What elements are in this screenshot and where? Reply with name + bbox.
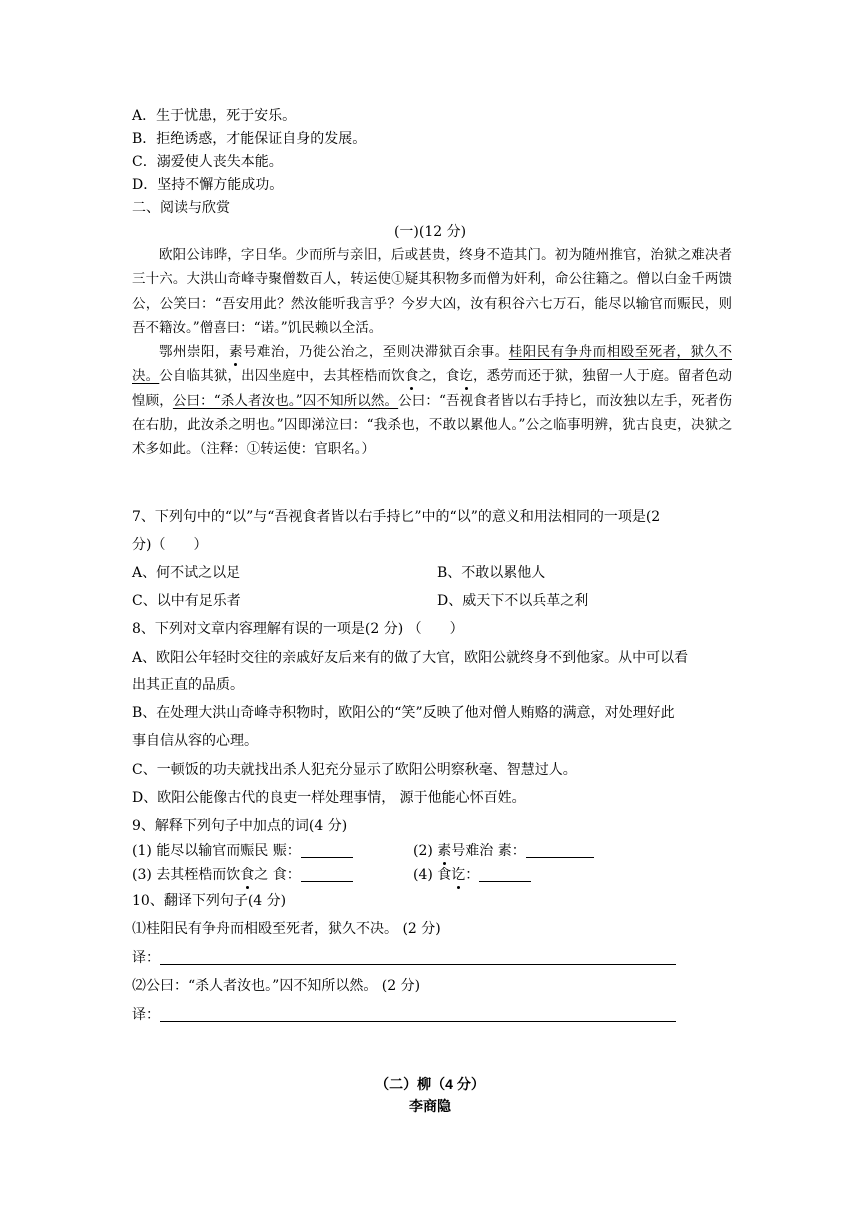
answer-blank[interactable] [479, 867, 531, 882]
q8-option-d: D、欧阳公能像古代的良吏一样处理事情， 源于他能心怀百姓。 [132, 790, 526, 806]
q9-item-3: (3) 去其桎梏而饮食之 食： [132, 864, 353, 884]
passage [132, 243, 732, 462]
q7-option-c: C、以中有足乐者 [132, 593, 241, 609]
q10-stem: 10、翻译下列句子(4 分) [132, 893, 287, 909]
q8-option-c: C、一顿饭的功夫就找出杀人犯充分显示了欧阳公明察秋毫、智慧过人。 [132, 762, 577, 778]
q9-stem: 9、解释下列句子中加点的词(4 分) [132, 818, 348, 834]
poem-author: 李商隐 [409, 1098, 451, 1114]
dotted-char: 讫 [459, 368, 473, 385]
q7-stem-line2: 分)（ ） [132, 537, 208, 553]
option-a: A．生于忧患，死于安乐。 [132, 108, 297, 124]
q8-option-b-line1: B、在处理大洪山奇峰寺积物时，欧阳公的“笑”反映了他对僧人贿赂的满意，对处理好此 [132, 705, 675, 721]
underlined-sentence-2: 公曰：“杀人者汝也。”囚不知所以然。 [172, 392, 399, 409]
q7-option-a: A、何不试之以足 [132, 565, 241, 581]
dotted-char: 食 [404, 368, 419, 385]
q9-item-4: (4) 食讫： [413, 864, 531, 884]
option-b: B．拒绝诱惑，才能保证自身的发展。 [132, 131, 367, 147]
part1-heading: (一)(12 分) [393, 224, 467, 240]
q8-option-b-line2: 事自信从容的心理。 [132, 733, 258, 749]
q7-option-b: B、不敢以累他人 [437, 565, 546, 581]
answer-blank[interactable] [301, 843, 353, 858]
option-d: D．坚持不懈方能成功。 [132, 177, 284, 193]
passage-paragraph-1: 欧阳公讳晔，字日华。少而所与亲旧，后或甚贵，终身不造其门。初为随州推官，治狱之难决者三十六。大洪山奇峰寺聚僧数百人，转运使①疑其积物多而僧为奸利，命公往籍之。僧以白金千两馈公，公笑曰：“吾安用此？然汝能听我言乎？今岁大凶，汝有积谷六七万石，能尽以输官而赈民，则吾不籍汝。”僧喜曰：“诺。”饥民赖以全活。 [132, 247, 732, 336]
section-heading: 二、阅读与欣赏 [132, 200, 230, 216]
answer-blank[interactable] [526, 843, 594, 858]
translation-line[interactable] [160, 1007, 676, 1022]
dotted-char: 素 [228, 344, 243, 361]
q10-sentence-2: ⑵公曰：“杀人者汝也。”囚不知所以然。 (2 分) [132, 978, 421, 994]
q8-option-a-line2: 出其正直的品质。 [132, 677, 244, 693]
option-c: C．溺爱使人丧失本能。 [132, 154, 283, 170]
q7-option-d: D、威天下不以兵革之利 [437, 593, 589, 609]
dotted-char: 讫 [451, 867, 466, 883]
answer-blank[interactable] [301, 867, 353, 882]
dotted-char: 素 [437, 843, 452, 859]
translation-line[interactable] [160, 950, 676, 965]
q9-item-2: (2) 素号难治 素： [413, 840, 594, 860]
q8-option-a-line1: A、欧阳公年轻时交往的亲戚好友后来有的做了大官，欧阳公就终身不到他家。从中可以看 [132, 650, 689, 666]
q8-stem: 8、下列对文章内容理解有误的一项是(2 分) （ ） [132, 621, 464, 637]
q10-translate-1: 译： [132, 947, 676, 967]
q10-translate-2: 译： [132, 1004, 676, 1024]
passage-paragraph-2: 鄂州崇阳，素号难治，乃徙公治之，至则决滞狱百余事。桂阳民有争舟而相殴至死者，狱久不决。公自临其狱，出囚坐庭中，去其桎梏而饮食之，食讫，悉劳而还于狱，独留一人于庭。留者色动惶顾，公曰：“杀人者汝也。”囚不知所以然。公曰：“吾视食者皆以右手持匕，而汝独以左手，死者伤在右肋，此汝杀之明也。”囚即涕泣曰：“我杀也，不敢以累他人。”公之临事明辨，犹古良吏，决狱之术多如此。（注释：①转运使：官职名。） [132, 344, 733, 458]
q10-sentence-1: ⑴桂阳民有争舟而相殴至死者，狱久不决。 (2 分) [132, 921, 441, 937]
q7-stem-line1: 7、下列句中的“以”与“吾视食者皆以右手持匕”中的“以”的意义和用法相同的一项是(2 [132, 509, 661, 525]
dotted-char: 食 [240, 867, 255, 883]
part2-heading: （二）柳（4 分） [375, 1076, 485, 1092]
underlined-sentence-1: 桂阳民有争舟而相殴至死者，狱久不决。 [132, 344, 733, 385]
q9-item-1: (1) 能尽以输官而赈民 赈： [132, 840, 353, 860]
